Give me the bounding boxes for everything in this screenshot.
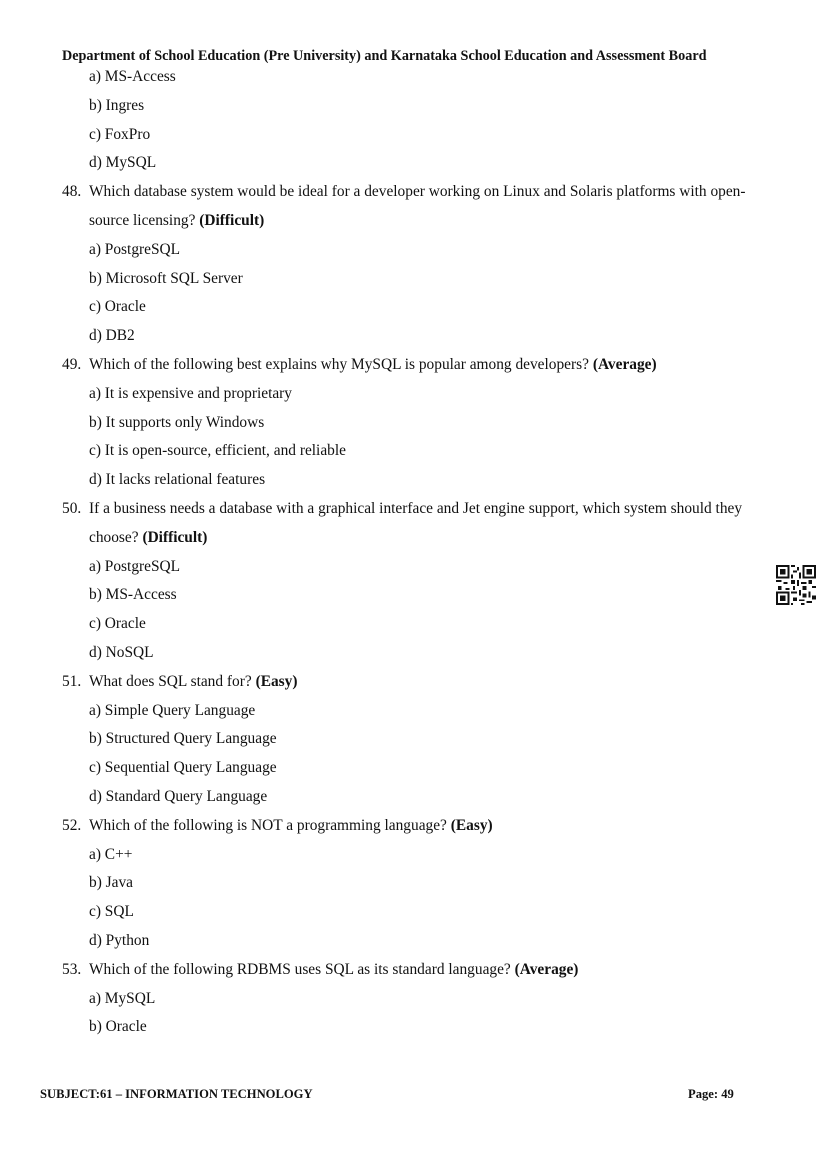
option-49-d: d) It lacks relational features [89,471,266,489]
option-51-c: c) Sequential Query Language [89,759,277,777]
option-47-a: a) MS-Access [89,68,176,85]
question-51 [62,668,807,697]
subject-label: SUBJECT:61 – INFORMATION TECHNOLOGY [40,1087,313,1101]
question-number: 53. [62,960,82,978]
option-53-a: a) MySQL [89,989,156,1007]
option-52-b: b) Java [89,874,134,892]
difficulty-label: (Average) [592,355,657,373]
difficulty-label: (Average) [514,960,579,978]
question-52 [62,812,807,841]
difficulty-label: (Easy) [255,672,298,690]
question-text: If a business needs a database with a graphical interface and Jet engine support, which system should they [89,499,743,517]
option-47-b: b) Ingres [89,96,145,114]
difficulty-label: (Difficult) [199,211,265,229]
question-text: source licensing? [89,211,196,229]
option-49-b: b) It supports only Windows [89,413,265,431]
question-50 [62,495,807,524]
option-51-d: d) Standard Query Language [89,787,268,805]
option-48-a: a) PostgreSQL [89,240,181,258]
question-48-continued [62,207,807,236]
question-48 [62,178,807,207]
question-number: 49. [62,355,82,373]
option-52-c: c) SQL [89,903,134,921]
option-50-a: a) PostgreSQL [89,557,181,575]
page-footer [40,1087,740,1102]
question-number: 50. [62,499,82,517]
question-number: 51. [62,672,82,690]
option-50-b: b) MS-Access [89,586,177,604]
page-number: Page: 49 [688,1087,734,1101]
option-48-c: c) Oracle [89,298,146,316]
option-49-a: a) It is expensive and proprietary [89,384,292,402]
question-number: 52. [62,816,82,834]
option-51-a: a) Simple Query Language [89,701,256,719]
question-number: 48. [62,183,82,201]
option-48-d: d) DB2 [89,327,135,345]
question-text: Which of the following is NOT a programming language? [89,816,447,834]
question-text: choose? [89,528,139,546]
option-47-c: c) FoxPro [89,125,151,143]
option-52-a: a) C++ [89,845,133,863]
question-content [62,63,807,1042]
option-50-c: c) Oracle [89,615,146,633]
question-text: What does SQL stand for? [89,672,252,690]
page-header: Department of School Education (Pre University) and Karnataka School Education and Assessment Board [62,48,707,64]
option-51-b: b) Structured Query Language [89,730,277,748]
question-text: Which database system would be ideal for a developer working on Linux and Solaris platforms with open- [89,183,746,201]
question-53 [62,956,807,985]
question-text: Which of the following RDBMS uses SQL as its standard language? [89,960,511,978]
option-47-d: d) MySQL [89,154,157,172]
question-text: Which of the following best explains why MySQL is popular among developers? [89,355,589,373]
option-52-d: d) Python [89,931,150,949]
difficulty-label: (Easy) [450,816,493,834]
question-49 [62,351,807,380]
option-48-b: b) Microsoft SQL Server [89,269,243,287]
option-49-c: c) It is open-source, efficient, and reliable [89,442,346,460]
qr-code-icon [776,565,816,605]
option-50-d: d) NoSQL [89,643,154,661]
option-53-b: b) Oracle [89,1018,147,1036]
question-50-continued [62,524,807,553]
difficulty-label: (Difficult) [142,528,208,546]
